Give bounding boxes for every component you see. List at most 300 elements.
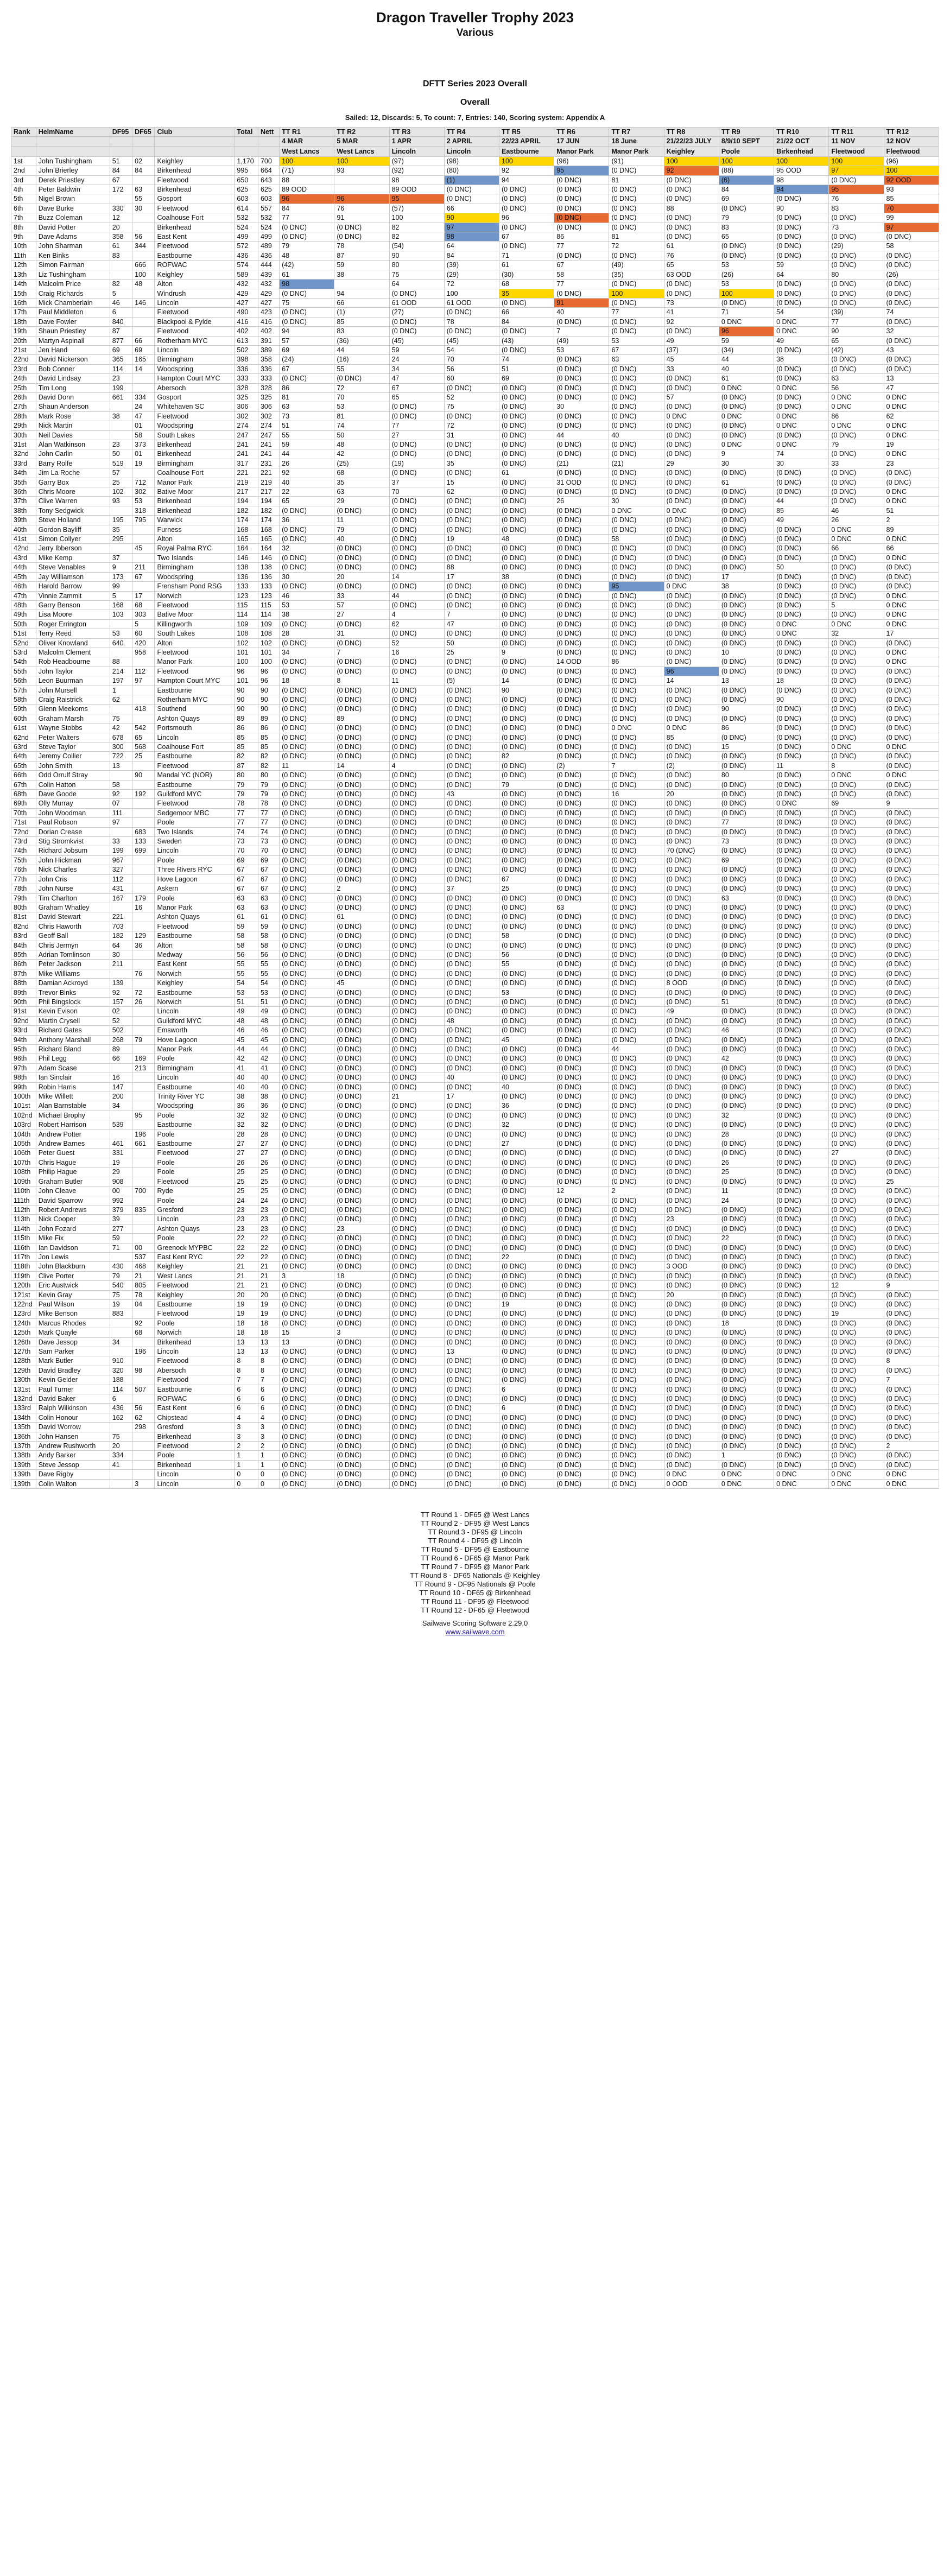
table-cell: 489 [258, 242, 279, 251]
table-cell: 53 [132, 497, 155, 506]
helm-name-cell: Craig Richards [36, 289, 110, 298]
race-score-cell: (0 DNC) [664, 1158, 719, 1167]
race-score-cell: (0 DNC) [829, 865, 884, 874]
race-score-cell: 30 [774, 459, 829, 468]
race-score-cell: 66 [444, 204, 499, 213]
race-score-cell: (0 DNC) [554, 1215, 609, 1224]
race-score-cell: (0 DNC) [609, 884, 664, 893]
race-score-cell: 72 [444, 280, 499, 289]
race-score-cell: 18 [334, 1271, 389, 1280]
race-score-cell: 8 [334, 676, 389, 686]
table-cell: 65 [132, 733, 155, 742]
race-score-cell: (0 DNC) [554, 780, 609, 789]
table-cell: Lincoln [155, 1007, 235, 1016]
table-row [11, 1479, 939, 1488]
table-cell: 703 [110, 922, 132, 931]
helm-name-cell: Graham Whatley [36, 903, 110, 912]
race-score-cell: (0 DNC) [774, 874, 829, 884]
race-score-cell: 0 DNC [829, 402, 884, 411]
race-score-cell: 30 [280, 572, 334, 581]
race-score-cell: (0 DNC) [280, 232, 334, 242]
race-score-cell: (0 DNC) [664, 714, 719, 723]
table-cell: 83rd [11, 931, 36, 941]
table-row [11, 430, 939, 440]
race-score-cell: (0 DNC) [829, 582, 884, 591]
race-score-cell: 0 DNC [829, 535, 884, 544]
race-score-cell: 69 [719, 194, 774, 204]
race-score-cell: (0 DNC) [774, 818, 829, 827]
race-date: 11 NOV [829, 137, 884, 146]
table-cell: 45th [11, 572, 36, 581]
table-cell: Poole [155, 1054, 235, 1063]
race-score-cell: 75 [280, 298, 334, 307]
table-cell: 32 [235, 1111, 258, 1120]
race-score-cell: 22 [499, 1252, 554, 1261]
race-score-cell: (0 DNC) [554, 563, 609, 572]
table-cell: 499 [235, 232, 258, 242]
race-score-cell: (0 DNC) [334, 1252, 389, 1261]
race-score-cell: (0 DNC) [884, 1262, 939, 1271]
race-score-cell: 0 DNC [774, 317, 829, 326]
race-score-cell: (0 DNC) [444, 931, 499, 941]
table-cell: 80th [11, 903, 36, 912]
race-score-cell: (0 DNC) [609, 619, 664, 629]
race-score-cell: (0 DNC) [499, 204, 554, 213]
race-score-cell: 85 [334, 317, 389, 326]
race-score-cell: (0 DNC) [609, 1215, 664, 1224]
race-score-cell: (0 DNC) [829, 1045, 884, 1054]
table-cell: 77 [258, 808, 279, 817]
table-cell: Eastbourne [155, 780, 235, 789]
table-cell: 73 [235, 837, 258, 846]
race-date: 17 JUN [554, 137, 609, 146]
race-score-cell: (0 DNC) [444, 308, 499, 317]
race-score-cell: (0 DNC) [664, 1299, 719, 1309]
race-score-cell: 0 DNC [884, 535, 939, 544]
race-score-cell: (0 DNC) [664, 1234, 719, 1243]
race-score-cell: 65 [280, 497, 334, 506]
race-score-cell: (0 DNC) [554, 1442, 609, 1451]
table-cell [110, 1063, 132, 1073]
race-score-cell: (0 DNC) [774, 1196, 829, 1205]
helm-name-cell: Nigel Brown [36, 194, 110, 204]
race-score-cell: 23 [334, 1224, 389, 1233]
table-cell: Poole [155, 1451, 235, 1460]
race-score-cell: (96) [554, 156, 609, 166]
race-score-cell: (0 DNC) [554, 1328, 609, 1337]
race-score-cell: 0 DNC [719, 411, 774, 421]
race-score-cell: 95 OOD [774, 166, 829, 175]
table-cell: 69 [132, 345, 155, 354]
race-score-cell: (0 DNC) [609, 280, 664, 289]
race-score-cell: (0 DNC) [609, 392, 664, 402]
table-cell: 2 [258, 1442, 279, 1451]
helm-name-cell: Dave Adams [36, 232, 110, 242]
table-cell: Poole [155, 1234, 235, 1243]
table-cell: Ryde [155, 1187, 235, 1196]
race-score-cell: 28 [280, 629, 334, 638]
table-cell: 221 [110, 912, 132, 922]
race-score-cell: (0 DNC) [884, 761, 939, 770]
race-score-cell: (0 DNC) [609, 638, 664, 648]
race-score-cell: (0 DNC) [719, 516, 774, 525]
race-score-cell: (0 DNC) [389, 1187, 444, 1196]
race-score-cell: (0 DNC) [554, 922, 609, 931]
race-score-cell: (0 DNC) [884, 1337, 939, 1347]
race-score-cell: (0 DNC) [609, 1413, 664, 1422]
race-score-cell: 56 [499, 950, 554, 959]
race-score-cell: (0 DNC) [609, 1318, 664, 1328]
table-cell: 86th [11, 960, 36, 969]
race-score-cell: (0 DNC) [664, 1224, 719, 1233]
race-score-cell: (0 DNC) [664, 563, 719, 572]
helm-name-cell: Olly Murray [36, 799, 110, 808]
col-header: DF65 [132, 128, 155, 137]
race-score-cell: (0 DNC) [774, 487, 829, 497]
table-cell: 700 [258, 156, 279, 166]
race-score-cell: (0 DNC) [664, 280, 719, 289]
race-score-cell: (0 DNC) [334, 1016, 389, 1025]
table-cell: Gosport [155, 194, 235, 204]
race-score-cell: (0 DNC) [499, 1196, 554, 1205]
race-score-cell: (0 DNC) [334, 1299, 389, 1309]
table-cell [132, 808, 155, 817]
table-row [11, 336, 939, 345]
table-cell: 07 [110, 799, 132, 808]
table-cell: 910 [110, 1356, 132, 1366]
race-score-cell: 0 DNC [884, 743, 939, 752]
race-score-cell: (0 DNC) [829, 979, 884, 988]
table-cell: Southend [155, 705, 235, 714]
helm-name-cell: Tony Sedgwick [36, 506, 110, 515]
table-cell: 106th [11, 1149, 36, 1158]
table-cell [132, 1149, 155, 1158]
table-cell: 68 [132, 1328, 155, 1337]
table-cell: 48 [235, 1016, 258, 1025]
series-info: Sailed: 12, Discards: 5, To count: 7, Entries: 140, Scoring system: Appendix A [345, 113, 605, 122]
race-score-cell: (0 DNC) [719, 1423, 774, 1432]
table-row [11, 790, 939, 799]
helm-name-cell: John Brierley [36, 166, 110, 175]
race-score-cell: (0 DNC) [499, 818, 554, 827]
race-score-cell: (0 DNC) [774, 724, 829, 733]
race-date: 2 APRIL [444, 137, 499, 146]
race-score-cell: (0 DNC) [829, 175, 884, 185]
table-cell: 100 [132, 270, 155, 279]
table-row [11, 657, 939, 667]
race-score-cell: (0 DNC) [609, 1082, 664, 1092]
race-score-cell: (0 DNC) [389, 686, 444, 695]
table-cell: 328 [258, 383, 279, 392]
table-cell: 165 [235, 535, 258, 544]
race-score-cell: 54 [444, 345, 499, 354]
race-score-cell: (0 DNC) [829, 610, 884, 619]
race-score-cell: 79 [334, 525, 389, 534]
race-score-cell: (0 DNC) [389, 1328, 444, 1337]
race-score-cell [334, 280, 389, 289]
race-score-cell: (0 DNC) [444, 1187, 499, 1196]
race-score-cell: (0 DNC) [280, 1063, 334, 1073]
table-cell: 56th [11, 676, 36, 686]
race-score-cell: (0 DNC) [499, 761, 554, 770]
race-score-cell: 8 [829, 761, 884, 770]
table-cell: 532 [258, 213, 279, 223]
table-cell: 40 [258, 1073, 279, 1082]
race-score-cell: 70 (DNC) [664, 846, 719, 855]
race-score-cell: (0 DNC) [554, 1375, 609, 1385]
table-row [11, 1045, 939, 1054]
race-score-cell: 43 [444, 790, 499, 799]
race-score-cell: (0 DNC) [280, 308, 334, 317]
table-cell: 423 [258, 308, 279, 317]
table-cell: Frensham Pond RSG [155, 582, 235, 591]
race-score-cell: 61 [664, 242, 719, 251]
race-score-cell: 0 DNC [774, 383, 829, 392]
race-score-cell: (0 DNC) [280, 1262, 334, 1271]
table-cell: 92nd [11, 1016, 36, 1025]
race-score-cell: (0 DNC) [774, 988, 829, 997]
race-score-cell: 0 DNC [719, 317, 774, 326]
helm-name-cell: Liz Tushingham [36, 270, 110, 279]
race-score-cell: 30 [719, 459, 774, 468]
table-cell: 217 [235, 487, 258, 497]
table-cell: 51st [11, 629, 36, 638]
race-score-cell: (0 DNC) [280, 1082, 334, 1092]
race-score-cell: (0 DNC) [280, 1460, 334, 1469]
header-row-venues [11, 146, 939, 156]
table-cell: 23 [235, 1205, 258, 1214]
table-cell: 96th [11, 1054, 36, 1063]
table-cell: 21st [11, 345, 36, 354]
table-cell: Birmingham [155, 355, 235, 364]
table-row [11, 261, 939, 270]
race-score-cell: (0 DNC) [664, 903, 719, 912]
table-cell: 22 [235, 1252, 258, 1261]
race-score-cell: (0 DNC) [499, 487, 554, 497]
helm-name-cell: David Nickerson [36, 355, 110, 364]
race-score-cell: 81 [334, 411, 389, 421]
race-score-cell: 40 [499, 1082, 554, 1092]
table-cell: 85th [11, 950, 36, 959]
race-score-cell: (0 DNC) [664, 1111, 719, 1120]
table-cell: 46 [235, 1026, 258, 1035]
table-cell: 22 [258, 1234, 279, 1243]
race-score-cell: (0 DNC) [280, 667, 334, 676]
race-score-cell: (0 DNC) [884, 232, 939, 242]
table-cell: 199 [110, 383, 132, 392]
table-cell: 25 [110, 478, 132, 487]
table-cell: 211 [110, 960, 132, 969]
table-cell: 182 [110, 931, 132, 941]
table-cell: 840 [110, 317, 132, 326]
race-score-cell: (0 DNC) [829, 874, 884, 884]
table-cell: 17th [11, 308, 36, 317]
race-score-cell: (0 DNC) [334, 1356, 389, 1366]
table-cell: 116th [11, 1243, 36, 1252]
race-score-cell: 40 [280, 478, 334, 487]
table-cell: 219 [258, 478, 279, 487]
race-score-cell: (0 DNC) [609, 676, 664, 686]
race-score-cell: 90 [774, 204, 829, 213]
race-score-cell: (0 DNC) [389, 695, 444, 704]
table-cell [110, 402, 132, 411]
race-score-cell: (0 DNC) [389, 846, 444, 855]
table-cell: 524 [235, 223, 258, 232]
race-score-cell: (0 DNC) [719, 790, 774, 799]
table-cell: 0 [258, 1470, 279, 1479]
helm-name-cell: John Tushingham [36, 156, 110, 166]
race-score-cell: 61 [499, 261, 554, 270]
race-score-cell: 92 OOD [884, 175, 939, 185]
race-score-cell: (0 DNC) [664, 1366, 719, 1375]
round-line: TT Round 11 - DF95 @ Fleetwood [421, 1597, 529, 1606]
table-row [11, 771, 939, 780]
race-score-cell: 66 [499, 308, 554, 317]
race-score-cell: (0 DNC) [884, 705, 939, 714]
table-cell: 661 [110, 392, 132, 402]
race-score-cell: (0 DNC) [664, 1404, 719, 1413]
table-cell [132, 289, 155, 298]
race-score-cell: (0 DNC) [829, 1092, 884, 1101]
table-cell: 89th [11, 988, 36, 997]
table-cell: 41 [258, 1063, 279, 1073]
race-score-cell: 43 [884, 345, 939, 354]
race-score-cell: (0 DNC) [444, 1375, 499, 1385]
helm-name-cell: Robin Harris [36, 1082, 110, 1092]
race-score-cell: (0 DNC) [280, 1205, 334, 1214]
race-score-cell: (0 DNC) [884, 1423, 939, 1432]
table-cell: Whitehaven SC [155, 402, 235, 411]
table-row [11, 1299, 939, 1309]
race-score-cell: (0 DNC) [609, 600, 664, 610]
helm-name-cell: Derek Priestley [36, 175, 110, 185]
race-score-cell: (0 DNC) [554, 818, 609, 827]
race-score-cell: (0 DNC) [389, 1026, 444, 1035]
table-cell: 54th [11, 657, 36, 667]
race-score-cell: (0 DNC) [554, 676, 609, 686]
race-score-cell: 53 [554, 345, 609, 354]
race-score-cell: (0 DNC) [664, 837, 719, 846]
race-score-cell: (0 DNC) [334, 733, 389, 742]
race-score-cell: 0 DNC [719, 1479, 774, 1488]
table-cell: 683 [132, 827, 155, 836]
table-row [11, 988, 939, 997]
race-score-cell: (0 DNC) [334, 1309, 389, 1318]
race-score-cell: (0 DNC) [389, 988, 444, 997]
table-cell: Gresford [155, 1423, 235, 1432]
race-score-cell: 45 [664, 355, 719, 364]
race-score-cell: (0 DNC) [774, 657, 829, 667]
race-score-cell: (0 DNC) [444, 733, 499, 742]
race-score-cell: (0 DNC) [389, 1101, 444, 1111]
table-cell: 18 [235, 1318, 258, 1328]
race-score-cell: (0 DNC) [884, 1120, 939, 1130]
race-score-cell: (0 DNC) [884, 1035, 939, 1044]
table-cell: 70 [235, 846, 258, 855]
race-score-cell: (0 DNC) [609, 1479, 664, 1488]
race-score-cell: (0 DNC) [554, 582, 609, 591]
table-cell: 45 [235, 1035, 258, 1044]
race-score-cell: 9 [499, 648, 554, 657]
helm-name-cell: Vinnie Zammit [36, 591, 110, 600]
race-score-cell: (0 DNC) [444, 194, 499, 204]
table-cell: 90 [132, 771, 155, 780]
race-score-cell: (0 DNC) [719, 695, 774, 704]
race-score-cell: 0 DNC [774, 411, 829, 421]
table-cell [132, 818, 155, 827]
table-cell: Hampton Court MYC [155, 374, 235, 383]
table-row [11, 808, 939, 817]
table-cell: 6 [110, 308, 132, 317]
race-score-cell: (0 DNC) [829, 1451, 884, 1460]
table-row [11, 950, 939, 959]
race-score-cell: (0 DNC) [554, 629, 609, 638]
table-cell: Eastbourne [155, 1299, 235, 1309]
table-cell: Birmingham [155, 563, 235, 572]
race-score-cell: (0 DNC) [774, 846, 829, 855]
table-cell: 27 [235, 1149, 258, 1158]
race-score-cell: (0 DNC) [389, 837, 444, 846]
race-score-cell: (0 DNC) [884, 1432, 939, 1441]
table-cell: 42 [235, 1054, 258, 1063]
table-cell: 214 [110, 667, 132, 676]
table-cell: 43rd [11, 553, 36, 562]
race-score-cell: (0 DNC) [389, 506, 444, 515]
race-score-cell: (43) [499, 336, 554, 345]
race-venue: Poole [719, 146, 774, 156]
race-score-cell: 11 [719, 1187, 774, 1196]
table-cell: 28 [258, 1130, 279, 1139]
table-cell: 98th [11, 1073, 36, 1082]
race-score-cell: (0 DNC) [280, 1111, 334, 1120]
race-score-cell: (0 DNC) [884, 1224, 939, 1233]
table-cell: 194 [258, 497, 279, 506]
helm-name-cell: Robert Harrison [36, 1120, 110, 1130]
helm-name-cell: Mick Chamberlain [36, 298, 110, 307]
race-date: 21/22 OCT [774, 137, 829, 146]
race-score-cell: (0 DNC) [554, 912, 609, 922]
table-cell: 268 [110, 1035, 132, 1044]
table-cell: 115 [235, 600, 258, 610]
helm-name-cell: Michael Brophy [36, 1111, 110, 1120]
race-score-cell: 17 [719, 572, 774, 581]
race-score-cell: (0 DNC) [389, 1054, 444, 1063]
table-cell [110, 705, 132, 714]
round-line: TT Round 1 - DF65 @ West Lancs [421, 1511, 529, 1519]
helm-name-cell: Jen Hand [36, 345, 110, 354]
race-score-cell: (0 DNC) [444, 544, 499, 553]
helm-name-cell: John Cleave [36, 1187, 110, 1196]
race-date: 1 APR [389, 137, 444, 146]
race-score-cell: (0 DNC) [554, 374, 609, 383]
table-cell: 45 [258, 1035, 279, 1044]
race-score-cell: 74 [334, 421, 389, 430]
table-cell [132, 1356, 155, 1366]
table-row [11, 298, 939, 307]
race-score-cell: (0 DNC) [884, 1196, 939, 1205]
race-score-cell: (0 DNC) [389, 600, 444, 610]
race-score-cell: (0 DNC) [280, 1101, 334, 1111]
race-score-cell: (0 DNC) [444, 1252, 499, 1261]
table-cell: 42 [258, 1054, 279, 1063]
table-cell: 625 [235, 185, 258, 194]
table-cell [132, 922, 155, 931]
helm-name-cell: Mike Fix [36, 1234, 110, 1243]
sailwave-link[interactable]: www.sailwave.com [445, 1628, 505, 1636]
race-score-cell: 98 [774, 175, 829, 185]
table-cell: Poole [155, 1168, 235, 1177]
table-cell: 537 [132, 1252, 155, 1261]
